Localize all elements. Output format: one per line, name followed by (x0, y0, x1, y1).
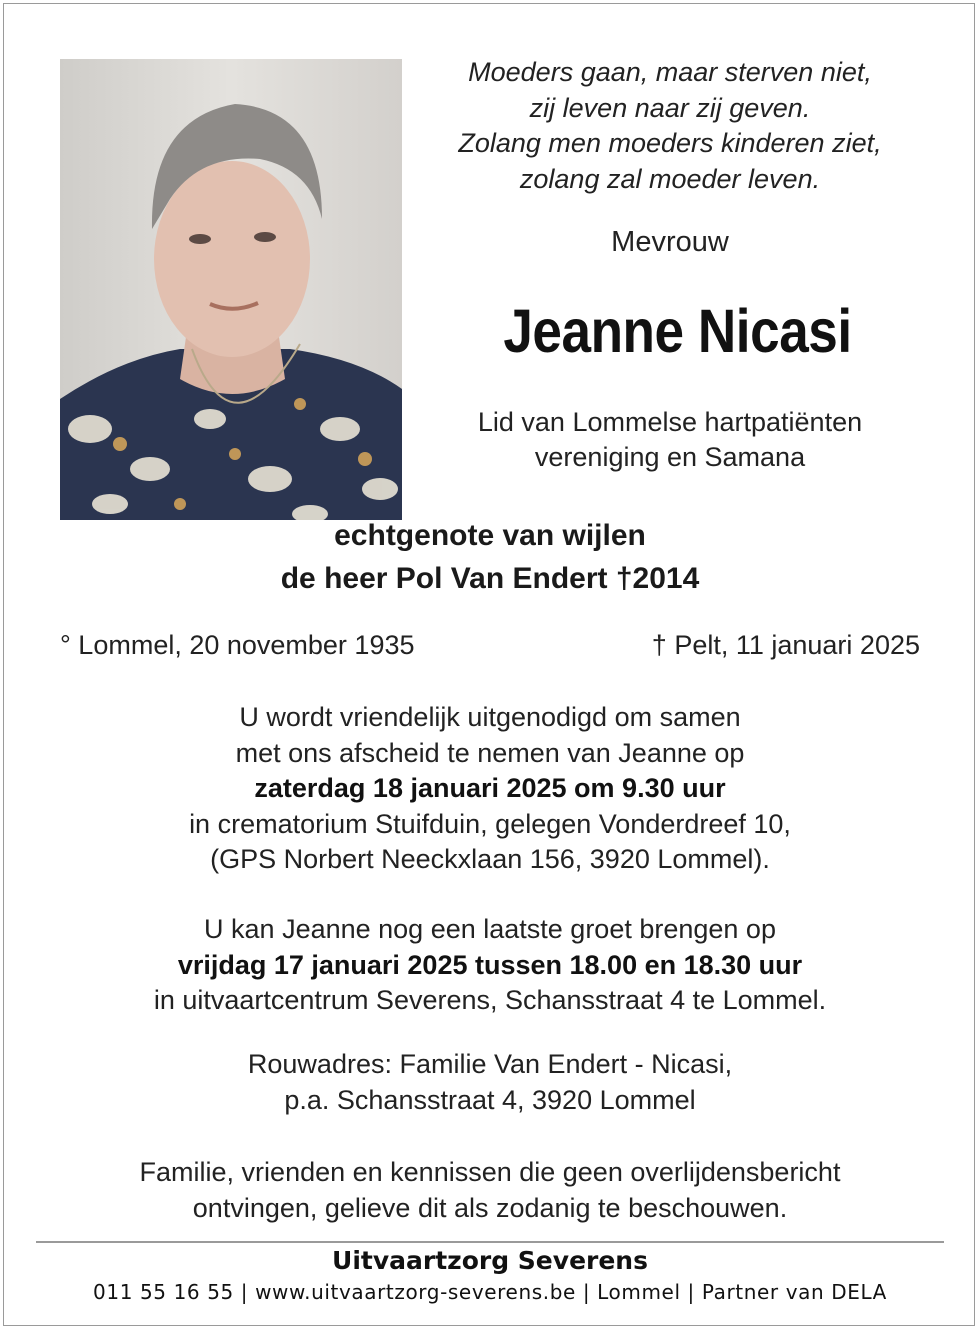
spouse-line: de heer Pol Van Endert †2014 (280, 562, 700, 595)
membership-line: Lid van Lommelse hartpatiënten (477, 407, 863, 437)
membership-line: vereniging en Samana (534, 442, 806, 472)
company-contact: 011 55 16 55 | www.uitvaartzorg-severens.be | Lommel | Partner van DELA (93, 1280, 887, 1304)
ceremony-invitation (40, 700, 940, 878)
poem-line: Moeders gaan, maar sterven niet, (468, 57, 872, 87)
membership (410, 405, 930, 475)
birth-info: ° Lommel, 20 november 1935 (60, 630, 415, 660)
ceremony-line: (GPS Norbert Neeckxlaan 156, 3920 Lommel). (210, 844, 770, 874)
ceremony-line: U wordt vriendelijk uitgenodigd om samen (239, 702, 741, 732)
address-line: Rouwadres: Familie Van Endert - Nicasi, (247, 1049, 733, 1079)
portrait-photo (60, 59, 402, 520)
poem-line: zolang zal moeder leven. (519, 163, 821, 194)
farewell-visit (40, 912, 940, 1019)
deceased-name: Jeanne Nicasi (503, 297, 852, 365)
poem-line: Zolang men moeders kinderen ziet, (458, 128, 882, 158)
footer-divider (36, 1241, 944, 1243)
notice (40, 1155, 940, 1226)
farewell-date: vrijdag 17 januari 2025 tussen 18.00 en 18.30 uur (177, 949, 803, 980)
address-line: p.a. Schansstraat 4, 3920 Lommel (284, 1084, 696, 1115)
funeral-company: Uitvaartzorg Severens (332, 1246, 648, 1275)
poem (410, 55, 930, 197)
ceremony-line: met ons afscheid te nemen van Jeanne op (235, 737, 745, 768)
death-info: † Pelt, 11 januari 2025 (651, 630, 920, 660)
notice-line: ontvingen, gelieve dit als zodanig te beschouwen. (192, 1192, 788, 1223)
farewell-line: U kan Jeanne nog een laatste groet brengen op (204, 914, 776, 944)
notice-line: Familie, vrienden en kennissen die geen overlijdensbericht (139, 1157, 841, 1187)
mourning-address (40, 1047, 940, 1118)
ceremony-line: in crematorium Stuifduin, gelegen Vonderdreef 10, (189, 808, 791, 839)
ceremony-date: zaterdag 18 januari 2025 om 9.30 uur (254, 773, 726, 803)
spouse-line: echtgenote van wijlen (334, 519, 646, 552)
salutation: Mevrouw (611, 226, 729, 258)
poem-line: zij leven naar zij geven. (529, 92, 811, 123)
farewell-line: in uitvaartcentrum Severens, Schansstraat 4 te Lommel. (153, 985, 827, 1015)
spouse-info (150, 514, 830, 600)
